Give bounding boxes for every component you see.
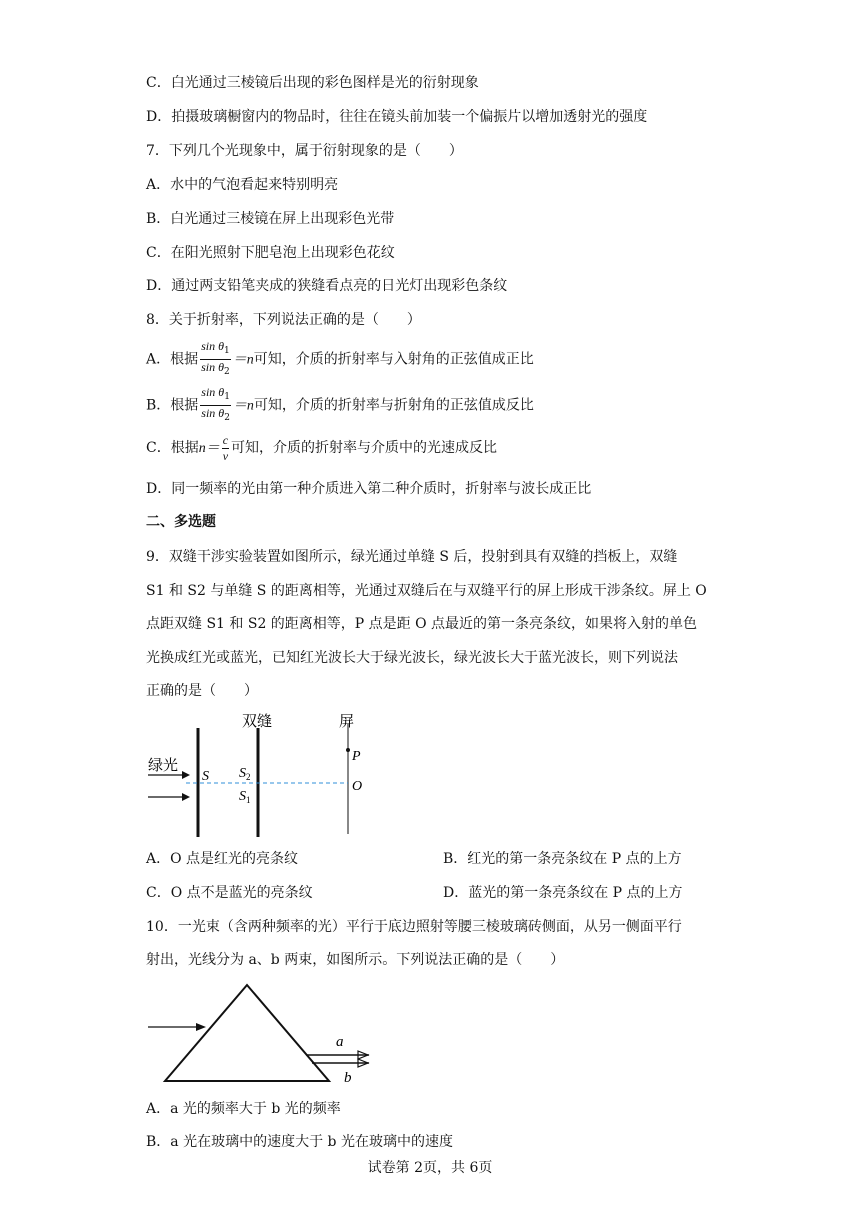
label-s1: $S_1$ — [239, 789, 251, 805]
equals-n: ＝n — [232, 398, 254, 414]
q10-stem-line-1: 10．一光束（含两种频率的光）平行于底边照射等腰三棱玻璃砖侧面，从另一侧面平行 — [146, 919, 682, 935]
q7-stem: 7．下列几个光现象中，属于衍射现象的是（ ） — [146, 143, 463, 159]
label-o: O — [352, 779, 363, 794]
q7-option-b: B．白光通过三棱镜在屏上出现彩色光带 — [146, 211, 395, 227]
q8-option-a-prefix: A．根据 — [146, 351, 199, 368]
q7-option-a: A．水中的气泡看起来特别明亮 — [146, 177, 339, 193]
q8-option-a-text: 可知，介质的折射率与入射角的正弦值成正比 — [253, 351, 534, 368]
label-green-light: 绿光 — [148, 758, 179, 774]
q10-option-a: A．a 光的频率大于 b 光的频率 — [146, 1101, 341, 1117]
q10-option-b: B．a 光在玻璃中的速度大于 b 光在玻璃中的速度 — [146, 1134, 453, 1150]
q9-stem-line-3: 点距双缝 S1 和 S2 的距离相等，P 点是距 O 点最近的第一条亮条纹，如果将入射的单色 — [146, 616, 698, 632]
double-slit-diagram — [140, 704, 380, 844]
sine-ratio-fraction: $\frac{\sin \theta_1}{\sin \theta_2}$ — [201, 385, 230, 423]
label-a: a — [336, 1034, 344, 1050]
q8-option-b-prefix: B．根据 — [146, 397, 199, 414]
label-b: b — [344, 1070, 352, 1086]
sine-ratio-fraction: $\frac{\sin \theta_1}{\sin \theta_2}$ — [201, 339, 230, 377]
q9-option-c: C．O 点不是蓝光的亮条纹 — [146, 885, 313, 901]
q8-option-d: D．同一频率的光由第一种介质进入第二种介质时，折射率与波长成正比 — [146, 481, 592, 497]
q9-option-d: D．蓝光的第一条亮条纹在 P 点的上方 — [443, 885, 683, 901]
q9-stem-line-5: 正确的是（ ） — [146, 683, 258, 699]
q8-stem: 8．关于折射率，下列说法正确的是（ ） — [146, 312, 421, 328]
label-screen: 屏 — [339, 714, 355, 730]
label-s2: $S_2$ — [239, 766, 251, 782]
incident-arrowhead — [196, 1023, 206, 1031]
n-equals: n＝ — [198, 441, 220, 456]
point-p-marker — [346, 748, 350, 752]
isosceles-prism — [165, 985, 329, 1081]
q8-option-c-text: 可知，介质的折射率与介质中的光速成反比 — [231, 440, 498, 456]
label-double-slit: 双缝 — [242, 714, 273, 730]
q7-option-d: D．通过两支铅笔夹成的狭缝看点亮的日光灯出现彩色条纹 — [146, 278, 508, 294]
arrowhead-lower — [182, 793, 190, 801]
q8-option-b-text: 可知，介质的折射率与折射角的正弦值成反比 — [253, 397, 534, 414]
section-heading: 二、多选题 — [146, 514, 216, 530]
q10-stem-line-2: 射出，光线分为 a、b 两束，如图所示。下列说法正确的是（ ） — [146, 952, 565, 968]
q6-option-d: D．拍摄玻璃橱窗内的物品时，往往在镜头前加装一个偏振片以增加透射光的强度 — [146, 109, 648, 125]
label-p: P — [352, 749, 361, 764]
q9-option-a: A．O 点是红光的亮条纹 — [146, 851, 299, 867]
q6-option-c: C．白光通过三棱镜后出现的彩色图样是光的衍射现象 — [146, 75, 479, 91]
prism-diagram — [140, 980, 380, 1090]
equals-n: ＝n — [232, 352, 254, 368]
q8-option-a — [146, 340, 534, 379]
label-s: S — [202, 769, 209, 784]
c-over-v-fraction: $\frac{c}{v}$ — [222, 432, 229, 463]
page-footer: 试卷第 2页，共 6页 — [367, 1160, 493, 1176]
q9-option-b: B．红光的第一条亮条纹在 P 点的上方 — [443, 851, 682, 867]
q8-option-c — [146, 432, 497, 465]
q7-option-c: C．在阳光照射下肥皂泡上出现彩色花纹 — [146, 245, 395, 261]
q9-stem-line-1: 9．双缝干涉实验装置如图所示，绿光通过单缝 S 后，投射到具有双缝的挡板上，双缝 — [146, 549, 678, 565]
q8-option-c-prefix: C．根据 — [146, 440, 199, 456]
q8-option-b — [146, 386, 534, 425]
q9-stem-line-2: S1 和 S2 与单缝 S 的距离相等，光通过双缝后在与双缝平行的屏上形成干涉条纹。屏上 O — [146, 583, 707, 599]
arrowhead-upper — [182, 771, 190, 779]
q9-stem-line-4: 光换成红光或蓝光，已知红光波长大于绿光波长，绿光波长大于蓝光波长，则下列说法 — [146, 650, 678, 666]
